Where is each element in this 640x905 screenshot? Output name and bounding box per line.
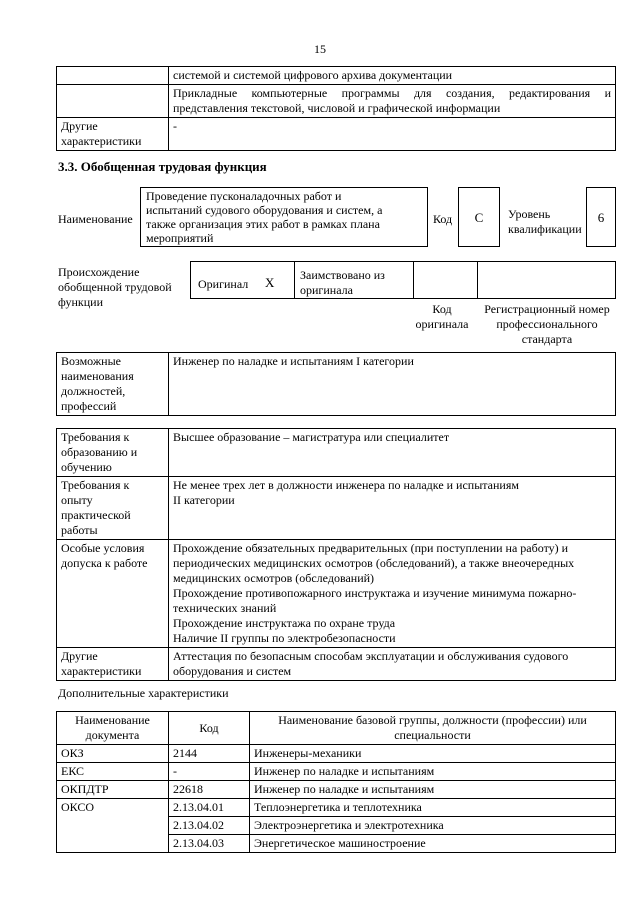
- divider: [477, 262, 478, 298]
- label-line: Возможные: [61, 354, 121, 368]
- table-row: [57, 781, 616, 799]
- table-cell: [57, 85, 169, 118]
- table-row: [57, 353, 616, 416]
- table-cell: Прикладные компьютерные программы для создания, редактирования и представления текстовой, числовой и графической информации: [169, 85, 616, 118]
- header-doc: [57, 712, 169, 745]
- name-cell: Электроэнергетика и электротехника: [250, 817, 616, 835]
- code-caption-line: Код: [432, 302, 452, 316]
- label-line: опыту: [61, 493, 93, 507]
- table-cell: [57, 67, 169, 85]
- header-line: Код: [199, 720, 219, 735]
- origin-label-line: Происхождение: [58, 265, 140, 279]
- reg-caption-line: стандарта: [521, 332, 573, 346]
- table-row: [57, 429, 616, 477]
- label-line: Требования к: [61, 430, 130, 444]
- doc-cell: ОКСО: [57, 799, 169, 853]
- code-cell: 2.13.04.03: [169, 835, 250, 853]
- value-line: Наличие II группы по электробезопасности: [173, 631, 396, 645]
- name-cell: Теплоэнергетика и теплотехника: [250, 799, 616, 817]
- value-line: периодических медицинских осмотров (обследований), а также внеочередных: [173, 556, 575, 570]
- other-value: [169, 648, 616, 681]
- name-value-box: [140, 187, 428, 247]
- additional-title: Дополнительные характеристики: [58, 686, 229, 700]
- divider: [413, 262, 414, 298]
- doc-cell: ОКЗ: [57, 745, 169, 763]
- label-line: должностей,: [61, 384, 126, 398]
- name-line: Проведение пусконаладочных работ и: [146, 189, 342, 203]
- label-line: Другие: [61, 119, 98, 133]
- name-label: Наименование: [58, 212, 133, 226]
- header-line: Наименование: [75, 713, 150, 727]
- table-row: [57, 799, 616, 817]
- label-line: допуска к работе: [61, 556, 148, 570]
- borrowed-label-line: оригинала: [300, 283, 353, 297]
- header-name: [250, 712, 616, 745]
- label-line: Другие: [61, 649, 98, 663]
- table-row: [57, 85, 616, 118]
- header-line: специальности: [394, 728, 471, 742]
- code-label: Код: [433, 212, 453, 226]
- name-line: также организация этих работ в рамках плана: [146, 217, 380, 231]
- label-line: характеристики: [61, 134, 142, 148]
- code-caption: [412, 302, 472, 332]
- original-label: Оригинал: [198, 277, 249, 291]
- table-row: [57, 745, 616, 763]
- reg-caption-line: Регистрационный номер: [484, 302, 610, 316]
- value-line: Не менее трех лет в должности инженера по наладке и испытаниям: [173, 478, 519, 492]
- origin-label-line: обобщенной трудовой: [58, 280, 172, 294]
- origin-label: [58, 265, 172, 310]
- origin-label-line: функции: [58, 295, 103, 309]
- value-line: технических знаний: [173, 601, 277, 615]
- code-value: C: [474, 210, 484, 225]
- doc-cell: ЕКС: [57, 763, 169, 781]
- code-cell: 2.13.04.01: [169, 799, 250, 817]
- name-cell: Энергетическое машиностроение: [250, 835, 616, 853]
- label-line: работы: [61, 523, 98, 537]
- section-title: 3.3. Обобщенная трудовая функция: [58, 159, 267, 174]
- education-value: [169, 429, 616, 477]
- origin-table: [190, 261, 616, 299]
- original-mark: X: [265, 275, 275, 290]
- other-characteristics-label: [57, 118, 169, 151]
- header-line: документа: [85, 728, 140, 742]
- doc-cell: ОКПДТР: [57, 781, 169, 799]
- value-line: Аттестация по безопасным способам эксплуатации и обслуживания судового: [173, 649, 569, 663]
- table-row: [57, 118, 616, 151]
- label-line: Требования к: [61, 478, 130, 492]
- table-row: [57, 763, 616, 781]
- level-label: [508, 207, 582, 237]
- level-label-line: квалификации: [508, 222, 582, 236]
- borrowed-label: [300, 268, 385, 298]
- level-value: 6: [597, 210, 605, 225]
- table-cell: -: [169, 118, 616, 151]
- name-cell: Инженер по наладке и испытаниям: [250, 781, 616, 799]
- code-caption-line: оригинала: [415, 317, 469, 331]
- table-cell: системой и системой цифрового архива документации: [169, 67, 616, 85]
- experience-label: [57, 477, 169, 540]
- positions-value: Инженер по наладке и испытаниям I категории: [169, 353, 616, 416]
- label-line: характеристики: [61, 664, 142, 678]
- value-line: Прохождение обязательных предварительных (при поступлении на работу) и: [173, 541, 569, 555]
- label-line: практической: [61, 508, 131, 522]
- positions-table: [56, 352, 616, 416]
- special-conditions-value: [169, 540, 616, 648]
- level-value-box: [586, 187, 616, 247]
- header-code: [169, 712, 250, 745]
- reg-caption-line: профессионального: [496, 317, 598, 331]
- label-line: наименования: [61, 369, 134, 383]
- requirements-table: [56, 428, 616, 681]
- code-cell: 2.13.04.02: [169, 817, 250, 835]
- reg-caption: [478, 302, 616, 347]
- experience-value: [169, 477, 616, 540]
- table-row: [57, 67, 616, 85]
- special-conditions-label: [57, 540, 169, 648]
- value-line: II категории: [173, 493, 235, 507]
- borrowed-label-line: Заимствовано из: [300, 268, 385, 282]
- additional-table: [56, 711, 616, 853]
- table-row: [57, 540, 616, 648]
- name-line: испытаний судового оборудования и систем, а: [146, 203, 383, 217]
- header-line: Наименование базовой группы, должности (профессии) или: [278, 713, 587, 727]
- label-line: Особые условия: [61, 541, 145, 555]
- label-line: профессий: [61, 399, 117, 413]
- value-line: Прохождение инструктажа по охране труда: [173, 616, 396, 630]
- top-table: [56, 66, 616, 151]
- education-label: [57, 429, 169, 477]
- table-row: [57, 648, 616, 681]
- value-line: медицинских осмотров (обследований): [173, 571, 375, 585]
- value-line: Высшее образование – магистратура или специалитет: [173, 430, 450, 444]
- level-label-line: Уровень: [508, 207, 551, 221]
- code-cell: -: [169, 763, 250, 781]
- code-cell: 2144: [169, 745, 250, 763]
- name-cell: Инженер по наладке и испытаниям: [250, 763, 616, 781]
- name-line: мероприятий: [146, 231, 214, 245]
- name-cell: Инженеры-механики: [250, 745, 616, 763]
- table-header-row: [57, 712, 616, 745]
- code-cell: 22618: [169, 781, 250, 799]
- positions-label: [57, 353, 169, 416]
- page-number: 15: [314, 42, 326, 56]
- table-row: [57, 477, 616, 540]
- divider: [294, 262, 295, 298]
- value-line: Прохождение противопожарного инструктажа и изучение минимума пожарно-: [173, 586, 577, 600]
- value-line: оборудования и систем: [173, 664, 292, 678]
- other-label: [57, 648, 169, 681]
- label-line: образованию и: [61, 445, 138, 459]
- label-line: обучению: [61, 460, 112, 474]
- code-value-box: [458, 187, 500, 247]
